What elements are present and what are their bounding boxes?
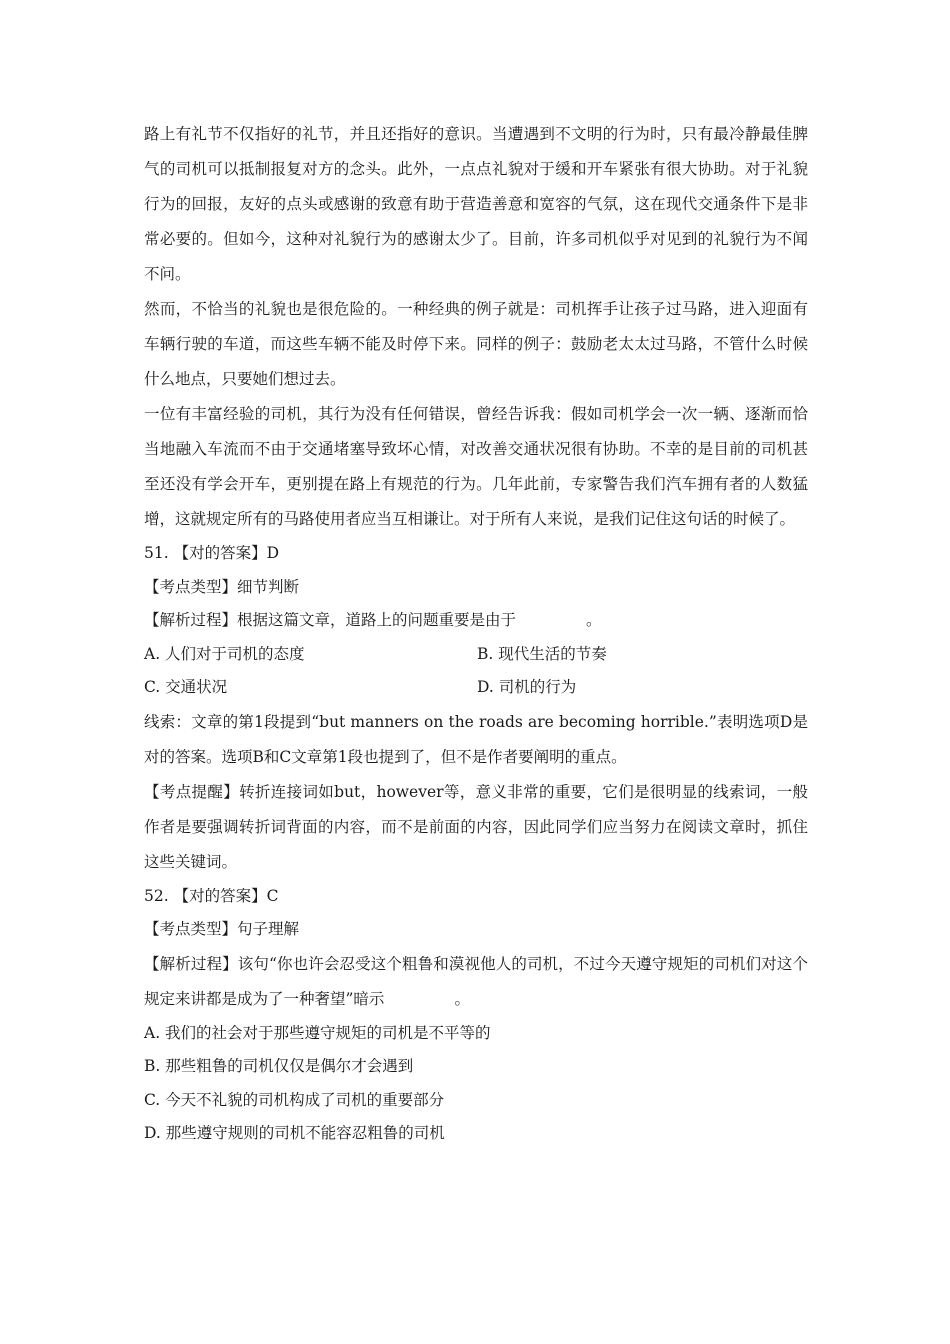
q51-option-b: B. 现代生活的节奏 bbox=[477, 644, 607, 663]
q51-clue: 线索：文章的第1段提到“but manners on the roads are becoming horrible.”表明选项D是对的答案。选项B和C文章第1段也提到了，但不是作者要阐明的重点。 bbox=[144, 712, 808, 766]
document-content bbox=[144, 117, 808, 1151]
q51-process-end: 。 bbox=[586, 611, 602, 629]
q51-options-row-1 bbox=[144, 638, 808, 672]
question-51 bbox=[144, 537, 808, 880]
q51-tip: 【考点提醒】转折连接词如but，however等，意义非常的重要，它们是很明显的线索词，一般作者是要强调转折词背面的内容，而不是前面的内容，因此同学们应当努力在阅读文章时，抓住这些关键词。 bbox=[144, 782, 808, 871]
q52-option-a: A. 我们的社会对于那些遵守规矩的司机是不平等的 bbox=[144, 1023, 491, 1042]
q51-process-text: 【解析过程】根据这篇文章，道路上的问题重要是由于 bbox=[144, 611, 517, 629]
passage-paragraph-2: 然而，不恰当的礼貌也是很危险的。一种经典的例子就是：司机挥手让孩子过马路，进入迎面有车辆行驶的车道，而这些车辆不能及时停下来。同样的例子：鼓励老太太过马路，不管什么时候什么地点，只要她们想过去。 bbox=[144, 300, 808, 388]
q52-option-b: B. 那些粗鲁的司机仅仅是偶尔才会遇到 bbox=[144, 1057, 414, 1075]
q51-option-c: C. 交通状况 bbox=[144, 678, 228, 696]
q51-type: 【考点类型】细节判断 bbox=[144, 577, 300, 596]
q51-options-row-2 bbox=[144, 671, 808, 705]
q51-option-d: D. 司机的行为 bbox=[477, 678, 577, 696]
passage-paragraph-3: 一位有丰富经验的司机，其行为没有任何错误，曾经告诉我：假如司机学会一次一辆、逐渐而恰当地融入车流而不由于交通堵塞导致坏心情，对改善交通状况很有协助。不幸的是目前的司机甚至还没有学会开车，更别提在路上有规范的行为。几年此前，专家警告我们汽车拥有者的人数猛增，这就规定所有的马路使用者应当互相谦让。对于所有人来说，是我们记住这句话的时候了。 bbox=[144, 405, 808, 528]
question-52 bbox=[144, 880, 808, 1151]
q52-type: 【考点类型】句子理解 bbox=[144, 920, 300, 938]
q51-process bbox=[144, 604, 808, 638]
q52-answer: 52. 【对的答案】C bbox=[144, 886, 279, 905]
q52-process-text: 【解析过程】该句“你也许会忍受这个粗鲁和漠视他人的司机，不过今天遵守规矩的司机们对这个规定来讲都是成为了一种奢望”暗示 bbox=[144, 954, 808, 1008]
q52-option-c: C. 今天不礼貌的司机构成了司机的重要部分 bbox=[144, 1090, 445, 1109]
q51-answer: 51. 【对的答案】D bbox=[144, 544, 280, 562]
q52-option-d: D. 那些遵守规则的司机不能容忍粗鲁的司机 bbox=[144, 1124, 445, 1142]
q52-process bbox=[144, 947, 808, 1017]
passage-paragraph-1: 路上有礼节不仅指好的礼节，并且还指好的意识。当遭遇到不文明的行为时，只有最冷静最佳脾气的司机可以抵制报复对方的念头。此外，一点点礼貌对于缓和开车紧张有很大协助。对于礼貌行为的回报，友好的点头或感谢的致意有助于营造善意和宽容的气氛，这在现代交通条件下是非常必要的。但如今，这种对礼貌行为的感谢太少了。目前，许多司机似乎对见到的礼貌行为不闻不问。 bbox=[144, 125, 808, 283]
q51-option-a: A. 人们对于司机的态度 bbox=[144, 644, 305, 663]
q52-process-end: 。 bbox=[454, 989, 470, 1008]
